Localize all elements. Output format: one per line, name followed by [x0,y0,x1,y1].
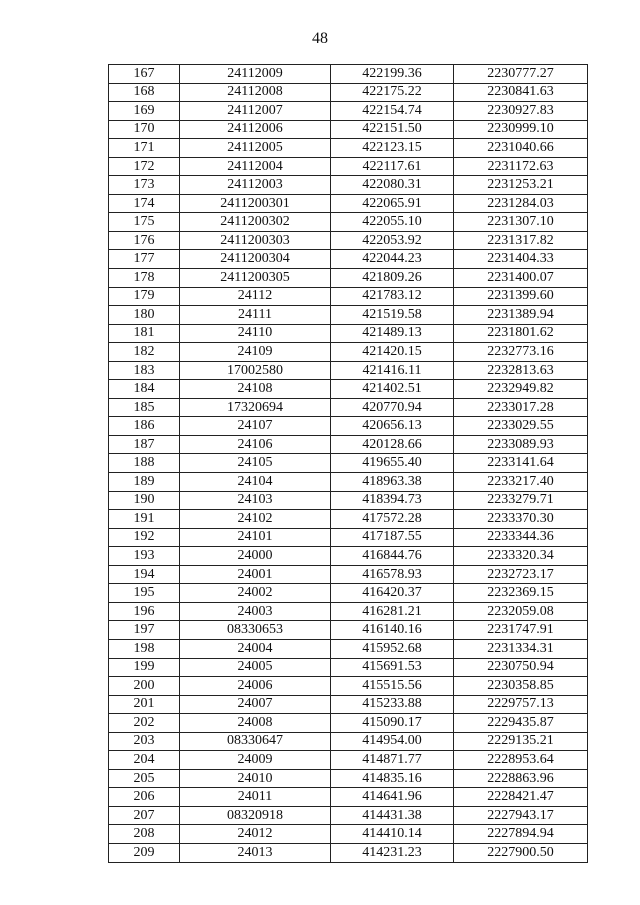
x-coordinate-cell: 418394.73 [331,491,454,510]
row-number-cell: 179 [109,287,180,306]
point-id-cell: 24009 [180,751,331,770]
x-coordinate-cell: 422044.23 [331,250,454,269]
table-row [109,176,588,195]
row-number-cell: 209 [109,843,180,862]
x-coordinate-cell: 416281.21 [331,602,454,621]
point-id-cell: 2411200301 [180,194,331,213]
row-number-cell: 190 [109,491,180,510]
y-coordinate-cell: 2228953.64 [454,751,588,770]
table-row [109,677,588,696]
x-coordinate-cell: 421809.26 [331,269,454,288]
table-row [109,639,588,658]
table-row [109,806,588,825]
row-number-cell: 207 [109,806,180,825]
row-number-cell: 178 [109,269,180,288]
y-coordinate-cell: 2231253.21 [454,176,588,195]
x-coordinate-cell: 422199.36 [331,65,454,84]
y-coordinate-cell: 2227900.50 [454,843,588,862]
x-coordinate-cell: 420128.66 [331,435,454,454]
y-coordinate-cell: 2228421.47 [454,788,588,807]
x-coordinate-cell: 416420.37 [331,584,454,603]
row-number-cell: 172 [109,157,180,176]
point-id-cell: 24109 [180,343,331,362]
point-id-cell: 24001 [180,565,331,584]
table-row [109,250,588,269]
point-id-cell: 17320694 [180,398,331,417]
x-coordinate-cell: 414641.96 [331,788,454,807]
point-id-cell: 24010 [180,769,331,788]
row-number-cell: 184 [109,380,180,399]
x-coordinate-cell: 422080.31 [331,176,454,195]
x-coordinate-cell: 418963.38 [331,473,454,492]
y-coordinate-cell: 2232949.82 [454,380,588,399]
point-id-cell: 24104 [180,473,331,492]
row-number-cell: 208 [109,825,180,844]
x-coordinate-cell: 421402.51 [331,380,454,399]
point-id-cell: 08330653 [180,621,331,640]
row-number-cell: 192 [109,528,180,547]
y-coordinate-cell: 2230841.63 [454,83,588,102]
y-coordinate-cell: 2230358.85 [454,677,588,696]
point-id-cell: 24007 [180,695,331,714]
table-row [109,769,588,788]
table-row [109,139,588,158]
x-coordinate-cell: 422117.61 [331,157,454,176]
row-number-cell: 197 [109,621,180,640]
x-coordinate-cell: 421489.13 [331,324,454,343]
point-id-cell: 2411200305 [180,269,331,288]
x-coordinate-cell: 414431.38 [331,806,454,825]
y-coordinate-cell: 2233029.55 [454,417,588,436]
point-id-cell: 24111 [180,306,331,325]
point-id-cell: 24103 [180,491,331,510]
y-coordinate-cell: 2231317.82 [454,231,588,250]
point-id-cell: 2411200304 [180,250,331,269]
row-number-cell: 205 [109,769,180,788]
point-id-cell: 24101 [180,528,331,547]
x-coordinate-cell: 421420.15 [331,343,454,362]
y-coordinate-cell: 2231040.66 [454,139,588,158]
x-coordinate-cell: 422053.92 [331,231,454,250]
row-number-cell: 191 [109,510,180,529]
x-coordinate-cell: 419655.40 [331,454,454,473]
table-row [109,732,588,751]
y-coordinate-cell: 2233089.93 [454,435,588,454]
y-coordinate-cell: 2227894.94 [454,825,588,844]
point-id-cell: 24003 [180,602,331,621]
row-number-cell: 167 [109,65,180,84]
x-coordinate-cell: 422065.91 [331,194,454,213]
row-number-cell: 168 [109,83,180,102]
table-row [109,361,588,380]
point-id-cell: 08320918 [180,806,331,825]
y-coordinate-cell: 2231334.31 [454,639,588,658]
table-row [109,102,588,121]
table-row [109,157,588,176]
x-coordinate-cell: 415090.17 [331,714,454,733]
y-coordinate-cell: 2233141.64 [454,454,588,473]
row-number-cell: 177 [109,250,180,269]
y-coordinate-cell: 2230750.94 [454,658,588,677]
y-coordinate-cell: 2232773.16 [454,343,588,362]
row-number-cell: 169 [109,102,180,121]
row-number-cell: 181 [109,324,180,343]
y-coordinate-cell: 2232723.17 [454,565,588,584]
table-row [109,473,588,492]
table-row [109,547,588,566]
row-number-cell: 187 [109,435,180,454]
y-coordinate-cell: 2230777.27 [454,65,588,84]
y-coordinate-cell: 2231747.91 [454,621,588,640]
x-coordinate-cell: 414871.77 [331,751,454,770]
point-id-cell: 24000 [180,547,331,566]
point-id-cell: 2411200302 [180,213,331,232]
point-id-cell: 24112005 [180,139,331,158]
point-id-cell: 24112006 [180,120,331,139]
x-coordinate-cell: 420656.13 [331,417,454,436]
y-coordinate-cell: 2231801.62 [454,324,588,343]
point-id-cell: 24006 [180,677,331,696]
y-coordinate-cell: 2231400.07 [454,269,588,288]
table-row [109,231,588,250]
table-row [109,213,588,232]
y-coordinate-cell: 2231172.63 [454,157,588,176]
point-id-cell: 24106 [180,435,331,454]
row-number-cell: 173 [109,176,180,195]
table-row [109,658,588,677]
y-coordinate-cell: 2228863.96 [454,769,588,788]
table-row [109,510,588,529]
point-id-cell: 24112009 [180,65,331,84]
x-coordinate-cell: 417572.28 [331,510,454,529]
point-id-cell: 24005 [180,658,331,677]
x-coordinate-cell: 416140.16 [331,621,454,640]
x-coordinate-cell: 415691.53 [331,658,454,677]
row-number-cell: 202 [109,714,180,733]
x-coordinate-cell: 416578.93 [331,565,454,584]
table-row [109,398,588,417]
table-row [109,751,588,770]
y-coordinate-cell: 2233320.34 [454,547,588,566]
x-coordinate-cell: 414410.14 [331,825,454,844]
table-row [109,788,588,807]
row-number-cell: 188 [109,454,180,473]
table-row [109,194,588,213]
x-coordinate-cell: 415515.56 [331,677,454,696]
row-number-cell: 199 [109,658,180,677]
table-body [109,65,588,863]
row-number-cell: 201 [109,695,180,714]
table-row [109,380,588,399]
x-coordinate-cell: 422055.10 [331,213,454,232]
point-id-cell: 24002 [180,584,331,603]
x-coordinate-cell: 422123.15 [331,139,454,158]
y-coordinate-cell: 2233370.30 [454,510,588,529]
row-number-cell: 171 [109,139,180,158]
table-row [109,825,588,844]
table-row [109,584,588,603]
table-row [109,269,588,288]
row-number-cell: 204 [109,751,180,770]
table-row [109,843,588,862]
point-id-cell: 24112003 [180,176,331,195]
table-row [109,621,588,640]
point-id-cell: 24112 [180,287,331,306]
point-id-cell: 24105 [180,454,331,473]
row-number-cell: 194 [109,565,180,584]
x-coordinate-cell: 417187.55 [331,528,454,547]
y-coordinate-cell: 2233344.36 [454,528,588,547]
row-number-cell: 180 [109,306,180,325]
point-id-cell: 24011 [180,788,331,807]
row-number-cell: 196 [109,602,180,621]
table-row [109,491,588,510]
y-coordinate-cell: 2233017.28 [454,398,588,417]
y-coordinate-cell: 2231389.94 [454,306,588,325]
row-number-cell: 198 [109,639,180,658]
point-id-cell: 2411200303 [180,231,331,250]
x-coordinate-cell: 420770.94 [331,398,454,417]
table-row [109,454,588,473]
y-coordinate-cell: 2231404.33 [454,250,588,269]
row-number-cell: 200 [109,677,180,696]
y-coordinate-cell: 2227943.17 [454,806,588,825]
table-row [109,565,588,584]
point-id-cell: 24112008 [180,83,331,102]
x-coordinate-cell: 421783.12 [331,287,454,306]
y-coordinate-cell: 2231399.60 [454,287,588,306]
row-number-cell: 195 [109,584,180,603]
y-coordinate-cell: 2233279.71 [454,491,588,510]
y-coordinate-cell: 2229435.87 [454,714,588,733]
table-row [109,695,588,714]
x-coordinate-cell: 415233.88 [331,695,454,714]
x-coordinate-cell: 421519.58 [331,306,454,325]
point-id-cell: 24102 [180,510,331,529]
table-row [109,83,588,102]
coordinates-table [108,64,588,863]
point-id-cell: 08330647 [180,732,331,751]
point-id-cell: 24008 [180,714,331,733]
table-row [109,120,588,139]
row-number-cell: 185 [109,398,180,417]
y-coordinate-cell: 2232369.15 [454,584,588,603]
point-id-cell: 24107 [180,417,331,436]
table-row [109,602,588,621]
row-number-cell: 183 [109,361,180,380]
x-coordinate-cell: 416844.76 [331,547,454,566]
x-coordinate-cell: 414835.16 [331,769,454,788]
y-coordinate-cell: 2231284.03 [454,194,588,213]
y-coordinate-cell: 2229757.13 [454,695,588,714]
x-coordinate-cell: 414231.23 [331,843,454,862]
row-number-cell: 193 [109,547,180,566]
row-number-cell: 170 [109,120,180,139]
table-row [109,417,588,436]
point-id-cell: 24112007 [180,102,331,121]
y-coordinate-cell: 2232813.63 [454,361,588,380]
y-coordinate-cell: 2230999.10 [454,120,588,139]
y-coordinate-cell: 2229135.21 [454,732,588,751]
table-row [109,714,588,733]
x-coordinate-cell: 421416.11 [331,361,454,380]
page-number: 48 [312,30,328,47]
row-number-cell: 206 [109,788,180,807]
point-id-cell: 24013 [180,843,331,862]
table-row [109,528,588,547]
x-coordinate-cell: 422154.74 [331,102,454,121]
point-id-cell: 24112004 [180,157,331,176]
row-number-cell: 203 [109,732,180,751]
x-coordinate-cell: 422151.50 [331,120,454,139]
table-row [109,287,588,306]
point-id-cell: 24012 [180,825,331,844]
row-number-cell: 189 [109,473,180,492]
x-coordinate-cell: 414954.00 [331,732,454,751]
point-id-cell: 24110 [180,324,331,343]
row-number-cell: 186 [109,417,180,436]
row-number-cell: 175 [109,213,180,232]
table-row [109,435,588,454]
y-coordinate-cell: 2233217.40 [454,473,588,492]
row-number-cell: 182 [109,343,180,362]
x-coordinate-cell: 415952.68 [331,639,454,658]
x-coordinate-cell: 422175.22 [331,83,454,102]
table-row [109,65,588,84]
table-row [109,306,588,325]
row-number-cell: 174 [109,194,180,213]
y-coordinate-cell: 2230927.83 [454,102,588,121]
row-number-cell: 176 [109,231,180,250]
y-coordinate-cell: 2232059.08 [454,602,588,621]
point-id-cell: 24108 [180,380,331,399]
y-coordinate-cell: 2231307.10 [454,213,588,232]
table-row [109,343,588,362]
point-id-cell: 17002580 [180,361,331,380]
point-id-cell: 24004 [180,639,331,658]
table-row [109,324,588,343]
